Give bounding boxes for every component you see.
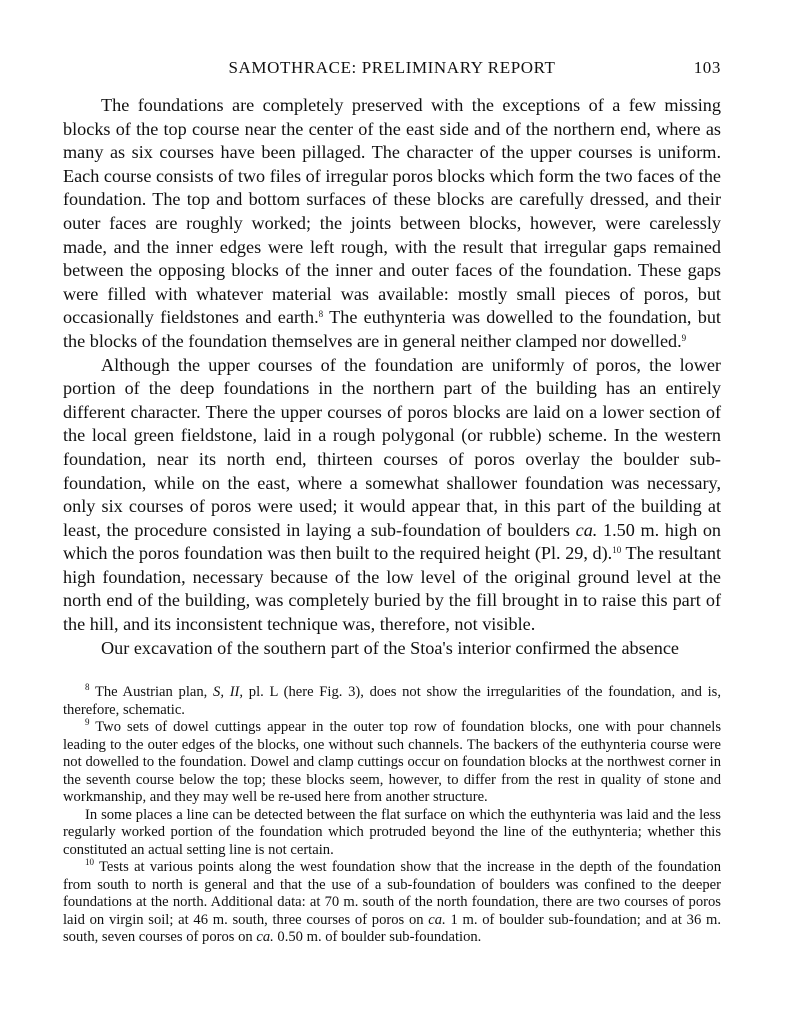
footnote-8-text-a: The Austrian plan, — [89, 684, 214, 701]
footnote-8-text-b: pl. L (here Fig. 3), does not show the irregularities of the foundation, and is, therefore, schematic. — [63, 684, 721, 718]
footnote-10-text-b: 1 m. of boulder sub-foundation; and at 36 m. south, seven courses of poros on — [63, 911, 722, 946]
footnotes — [63, 684, 721, 947]
paragraph-1-text-b: The euthynteria was dowelled to the foundation, but the blocks of the foundation themselves are in general neither clamped nor dowelled. — [63, 307, 721, 351]
paragraph-2-text-a: Although the upper courses of the foundation are uniformly of poros, the lower portion of the deep foundations in the northern part of the building has an entirely different character. There the upper courses of poros blocks are laid on a lower section of the local green fieldstone, laid in a rough polygonal (or rubble) scheme. In the western foundation, near its north end, thirteen courses of poros overlay the boulder sub-foundation, while on the east, where a somewhat shallower foundation was necessary, only six courses of poros were used; it would appear that, in this part of the building at least, the procedure consisted in laying a sub-foundation of boulders — [63, 354, 721, 540]
footnote-8-number: 8 — [85, 682, 90, 693]
footnote-ref-8: 8 — [318, 309, 324, 320]
paragraph-1-text-a: The foundations are completely preserved with the exceptions of a few missing blocks of the top course near the center of the east side and of the northern end, where as many as six courses have been pillaged. The character of the upper courses is uniform. Each course consists of two files of irregular poros blocks which form the two faces of the foundation. The top and bottom surfaces of these blocks are carefully dressed, and their outer faces are roughly worked; the joints between blocks, however, were carelessly made, and the inner edges were left rough, with the result that irregular gaps remained between the opposing blocks of the inner and outer faces of the foundation. These gaps were filled with whatever material was available: mostly small pieces of poros, but occasionally fieldstones and earth. — [63, 95, 721, 328]
body-text — [63, 94, 721, 660]
page-header — [63, 58, 721, 84]
paragraph-1 — [63, 94, 721, 354]
footnote-8-italic: S, II, — [213, 684, 244, 701]
footnote-10 — [63, 859, 721, 947]
footnote-10-text-c: 0.50 m. of boulder sub-foundation. — [273, 929, 482, 946]
paragraph-2-text-b: 1.50 m. high on which the poros foundation was then built to the required height (Pl. 29, d). — [63, 519, 722, 564]
footnote-10-italic-ca-1: ca. — [428, 911, 446, 928]
footnote-10-text-a: Tests at various points along the west foundation show that the increase in the depth of the foundation from south to north is general and that the use of a sub-foundation of boulders was confined to the deeper foundations at the north. Additional data: at 70 m. south of the north foundation, there are two courses of poros laid on virgin soil; at 46 m. south, three courses of poros on — [63, 859, 721, 928]
page-number: 103 — [693, 58, 721, 77]
page — [63, 58, 721, 947]
footnote-9 — [63, 719, 721, 807]
footnote-10-italic-ca-2: ca. — [256, 929, 274, 946]
footnote-9-text: Two sets of dowel cuttings appear in the outer top row of foundation blocks, one with pour channels leading to the outer edges of the blocks, one without such channels. The backers of the euthynteria course were not dowelled to the foundation. Dowel and clamp cuttings occur on foundation blocks at the northwest corner in the seventh course below the top; these blocks seem, however, to differ from the rest in quality of stone and workmanship, and they may well be re-used here from another structure. — [63, 719, 721, 806]
footnote-9-number: 9 — [85, 717, 90, 728]
footnote-ref-10: 10 — [612, 545, 622, 556]
footnote-10-number: 10 — [85, 857, 94, 868]
paragraph-2 — [63, 354, 721, 637]
paragraph-2-italic-ca: ca. — [575, 519, 598, 540]
running-head: SAMOTHRACE: PRELIMINARY REPORT — [228, 58, 556, 77]
footnote-9-continuation: In some places a line can be detected between the flat surface on which the euthynteria was laid and the less regularly worked portion of the foundation which protruded beyond the line of the euthynteria; whether this constituted an actual setting line is not certain. — [63, 806, 721, 858]
paragraph-2-text-c: The resultant high foundation, necessary because of the low level of the original ground level at the north end of the building, was completely buried by the fill brought in to raise this part of the hill, and its inconsistent technique was, therefore, not visible. — [63, 543, 722, 635]
paragraph-3: Our excavation of the southern part of the Stoa's interior confirmed the absence — [101, 637, 680, 658]
footnote-ref-9: 9 — [681, 332, 687, 343]
footnote-8 — [63, 684, 721, 719]
